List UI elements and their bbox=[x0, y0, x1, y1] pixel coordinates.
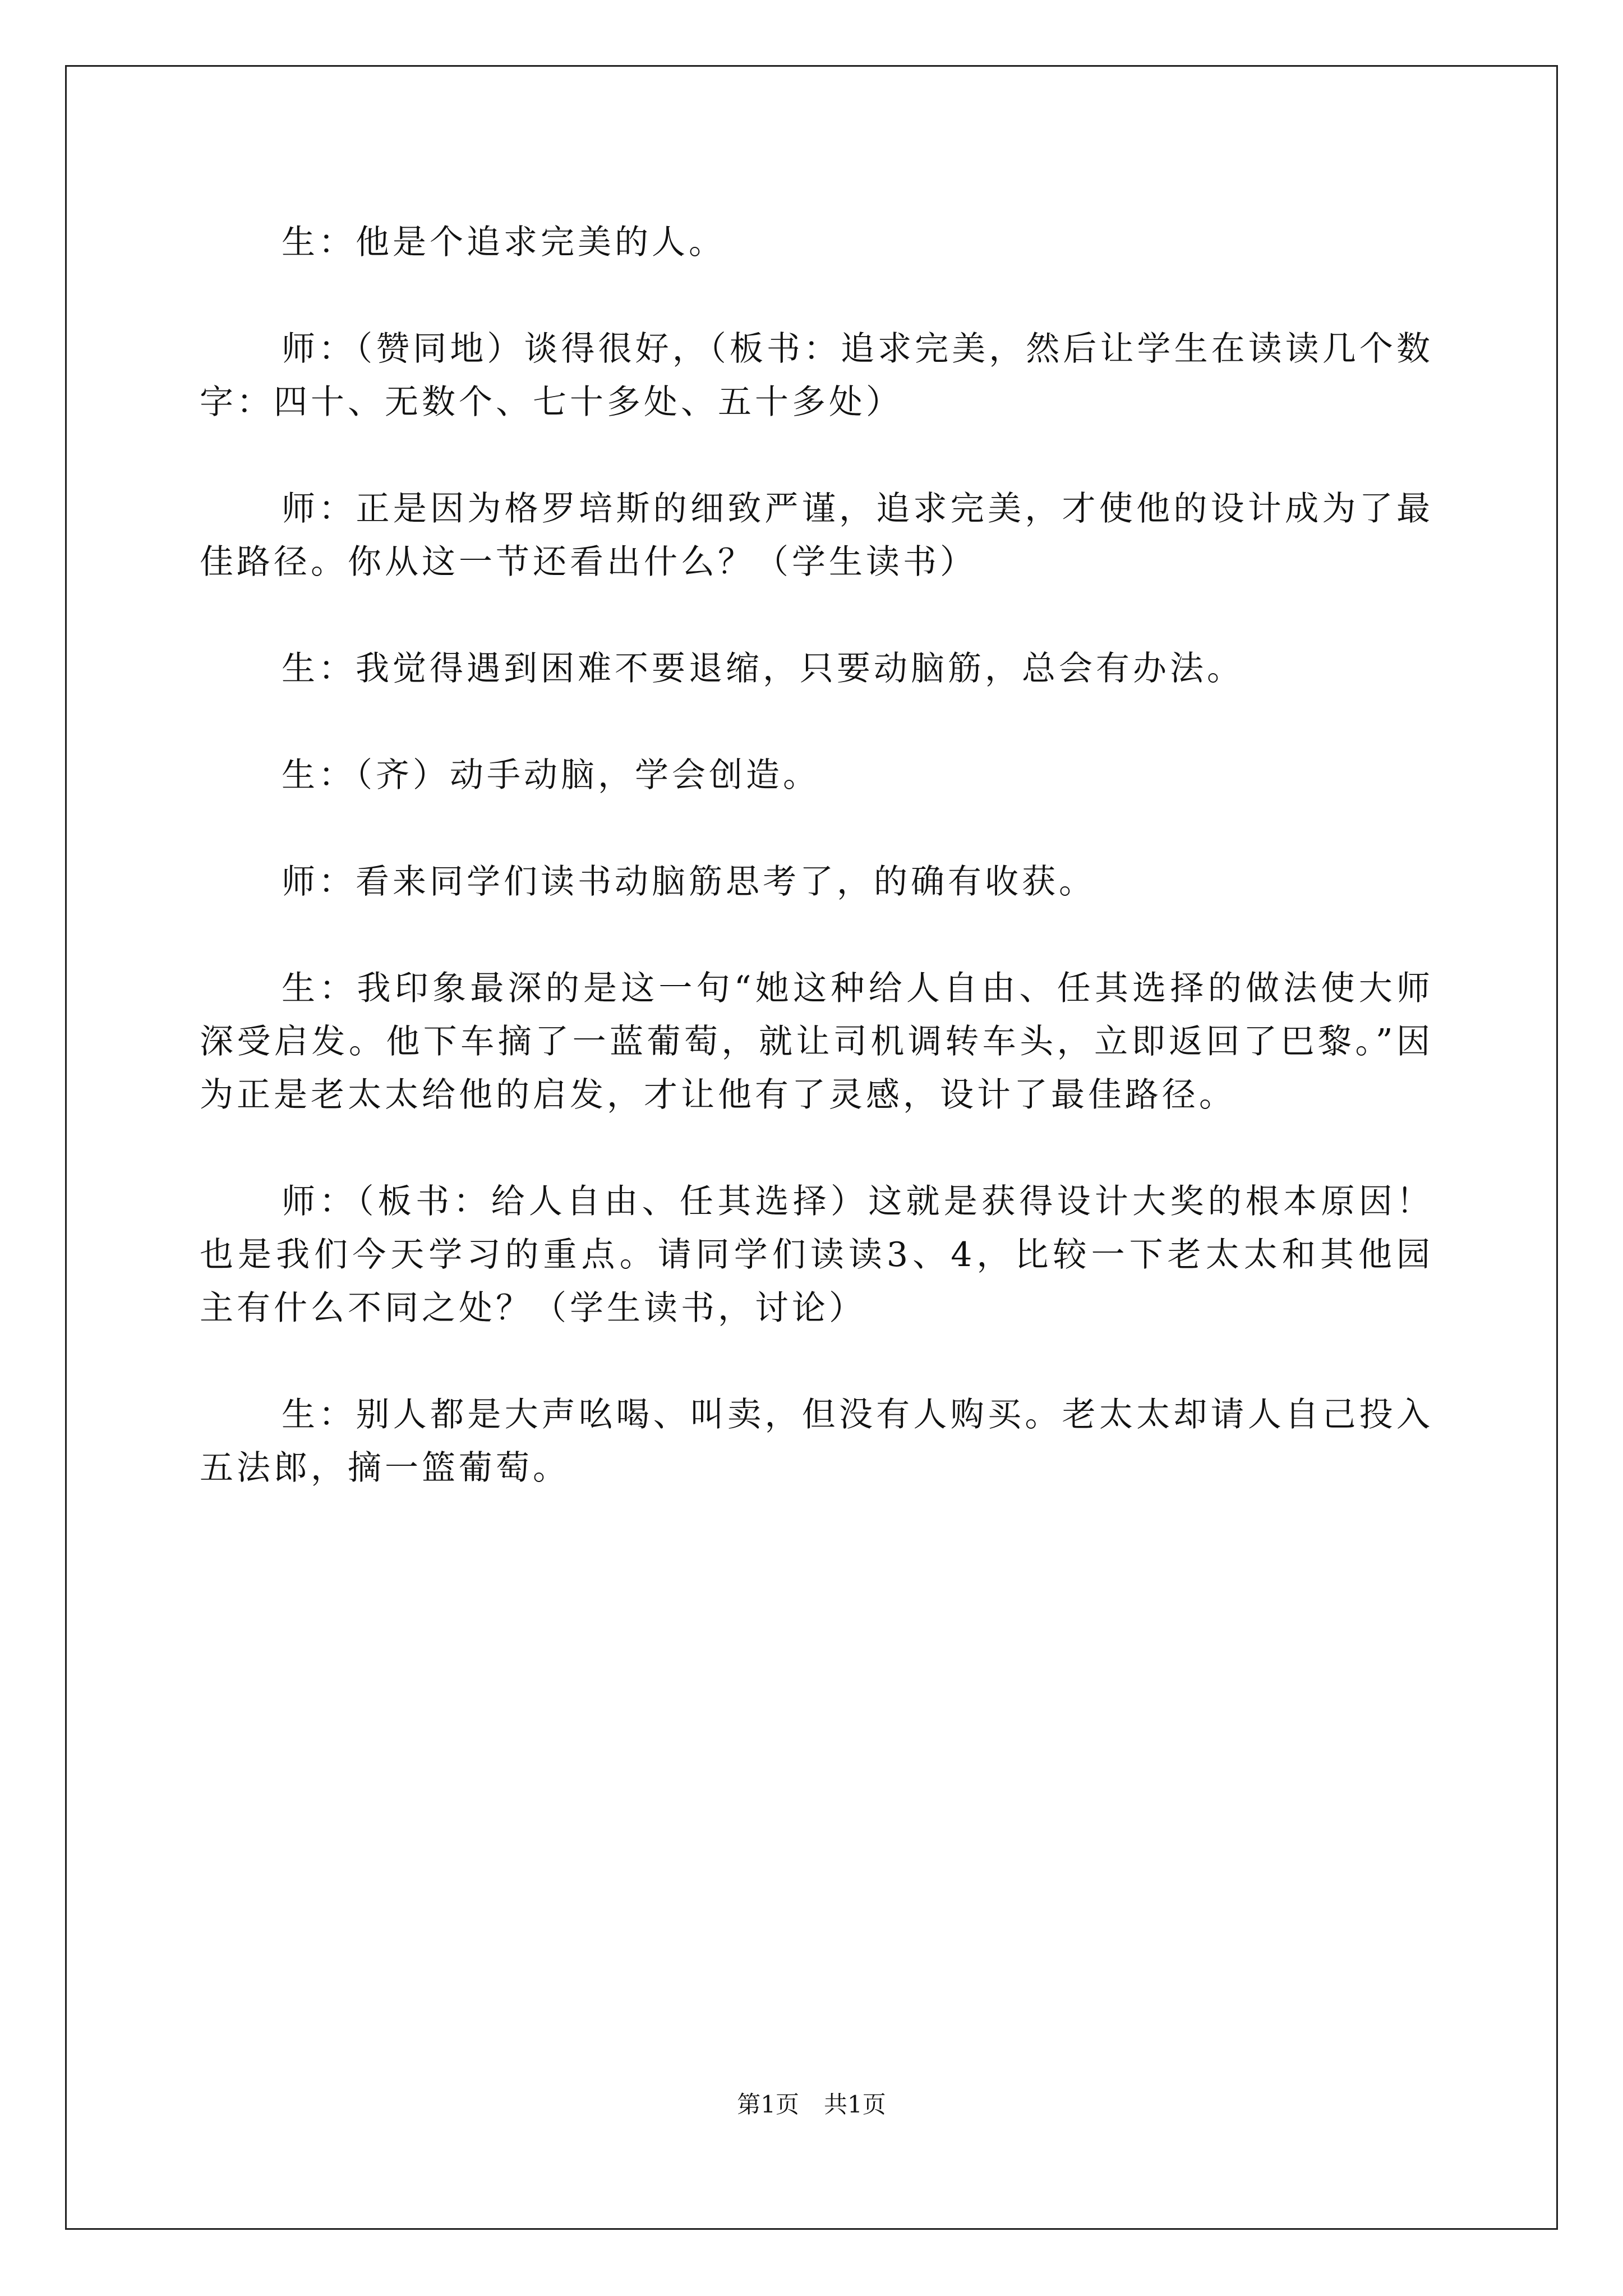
page-footer bbox=[0, 2091, 1623, 2119]
paragraph: 师：（板书：给人自由、任其选择）这就是获得设计大奖的根本原因！也是我们今天学习的重点。请同学们读读3、4，比较一下老太太和其他园主有什么不同之处？（学生读书，讨论） bbox=[200, 1182, 1433, 1328]
paragraph: 生：他是个追求完美的人。 bbox=[282, 223, 726, 262]
paragraph: 师：看来同学们读书动脑筋思考了，的确有收获。 bbox=[282, 862, 1096, 901]
paragraph: 生：我印象最深的是这一句“她这种给人自由、任其选择的做法使大师深受启发。他下车摘了一蓝葡萄，就让司机调转车头，立即返回了巴黎。”因为正是老太太给他的启发，才让他有了灵感，设计了最佳路径。 bbox=[200, 969, 1433, 1115]
page-number: 第1页 bbox=[737, 2091, 799, 2118]
paragraph: 生：别人都是大声吆喝、叫卖，但没有人购买。老太太却请人自己投入五法郎，摘一篮葡萄。 bbox=[200, 1395, 1433, 1488]
paragraph: 生：（齐）动手动脑，学会创造。 bbox=[282, 756, 820, 795]
paragraph: 师：正是因为格罗培斯的细致严谨，追求完美，才使他的设计成为了最佳路径。你从这一节还看出什么？（学生读书） bbox=[200, 489, 1433, 582]
page-total: 共1页 bbox=[824, 2091, 886, 2118]
paragraph: 生：我觉得遇到困难不要退缩，只要动脑筋，总会有办法。 bbox=[282, 649, 1244, 688]
paragraph: 师：（赞同地）谈得很好，（板书：追求完美，然后让学生在读读几个数字：四十、无数个、七十多处、五十多处） bbox=[200, 329, 1433, 422]
document-body bbox=[200, 216, 1433, 1495]
